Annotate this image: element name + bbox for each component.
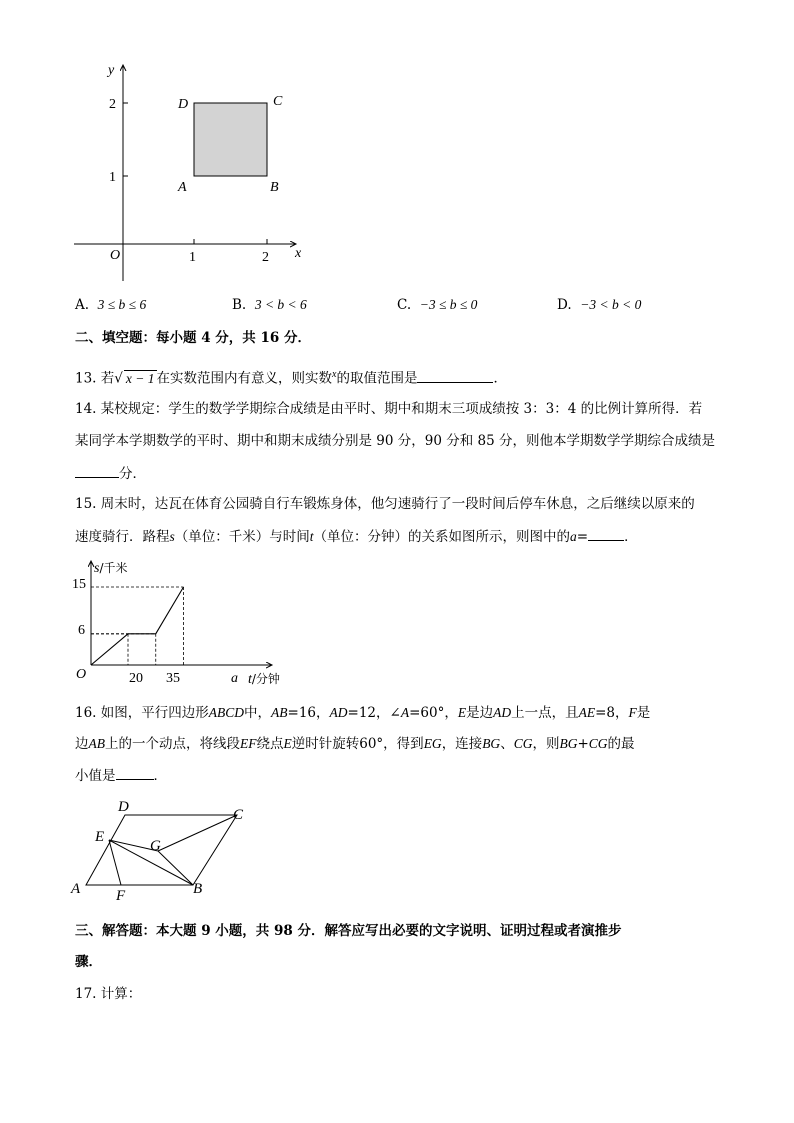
point-label-e: E	[95, 829, 105, 845]
point-label-b: B	[193, 881, 203, 897]
option-a: A. 3 ≤ b ≤ 6	[75, 297, 147, 313]
question-15-line2: 速度骑行．路程s（单位：千米）与时间t（单位：分钟）的关系如图所示，则图中的a= ．	[75, 526, 638, 547]
y-axis-label: s/千米	[94, 561, 128, 576]
coordinate-graph	[60, 55, 320, 285]
option-b: B. 3 < b < 6	[232, 297, 307, 313]
parallelogram-figure	[65, 795, 265, 905]
section-2-header: 二、填空题：每小题 4 分，共 16 分．	[75, 330, 311, 346]
question-17: 17. 计算：	[75, 986, 142, 1002]
x-tick-label: 1	[189, 250, 196, 265]
question-14-line1: 14. 某校规定：学生的数学学期综合成绩是由平时、期中和期末三项成绩按 3：3：4 的比例计算所得．若	[75, 401, 703, 417]
section-3-header-line2: 骤．	[75, 954, 102, 970]
question-15-line1: 15. 周末时，达瓦在体育公园骑自行车锻炼身体，他匀速骑行了一段时间后停车休息，之后继续以原来的	[75, 496, 695, 512]
y-axis-label: y	[108, 63, 115, 78]
y-tick-label-15: 15	[72, 577, 86, 592]
point-label-f: F	[116, 888, 126, 904]
point-label-b: B	[270, 180, 279, 195]
answer-blank[interactable]	[116, 765, 154, 780]
square-abcd	[194, 103, 267, 176]
option-d: D. −3 < b < 0	[557, 297, 642, 313]
origin-label: O	[76, 667, 87, 682]
segment-gb	[158, 851, 193, 885]
point-label-a: A	[71, 881, 81, 897]
x-tick-label-35: 35	[166, 671, 180, 686]
question-16-line1: 16. 如图，平行四边形ABCD中，AB=16，AD=12，∠A=60°，E是边AD上一点，且AE=8，F是	[75, 705, 651, 721]
y-tick-label-6: 6	[78, 623, 85, 638]
point-label-c: C	[273, 94, 283, 109]
series-segment	[156, 587, 184, 634]
answer-blank[interactable]	[417, 368, 493, 383]
origin-label: O	[110, 248, 121, 263]
x-tick-label-a: a	[231, 671, 238, 686]
question-14-line2: 某同学本学期数学的平时、期中和期末成绩分别是 90 分，90 分和 85 分，则他本学期数学学期综合成绩是	[75, 433, 715, 449]
point-label-d: D	[178, 97, 189, 112]
point-label-c: C	[233, 807, 244, 823]
section-3-header-line1: 三、解答题：本大题 9 小题，共 98 分．解答应写出必要的文字说明、证明过程或者演推步	[75, 923, 622, 939]
point-label-g: G	[150, 838, 161, 854]
sqrt-symbol: √	[114, 370, 123, 387]
question-13: 13. 若√ x − 1 在实数范围内有意义，则实数$^x$的取值范围是 ．	[75, 369, 507, 387]
option-c: C. −3 ≤ b ≤ 0	[397, 297, 478, 313]
answer-blank[interactable]	[75, 463, 119, 478]
x-tick-label: 2	[262, 250, 269, 265]
x-axis-label: t/分钟	[248, 672, 280, 687]
point-label-a: A	[178, 180, 187, 195]
distance-time-chart	[60, 555, 300, 690]
x-axis-label: x	[295, 246, 302, 261]
point-label-d: D	[118, 799, 129, 815]
segment-ef	[109, 840, 121, 885]
x-tick-label-20: 20	[129, 671, 143, 686]
question-14-line3: 分．	[75, 463, 146, 484]
series-segment	[91, 634, 128, 665]
answer-blank[interactable]	[588, 526, 624, 541]
y-tick-label: 2	[109, 97, 116, 112]
question-16-line2: 边AB上的一个动点，将线段EF绕点E逆时针旋转60°，得到EG，连接BG、CG，则BG+CG的最	[75, 736, 635, 752]
question-16-line3: 小值是 ．	[75, 765, 167, 786]
y-tick-label: 1	[109, 170, 116, 185]
